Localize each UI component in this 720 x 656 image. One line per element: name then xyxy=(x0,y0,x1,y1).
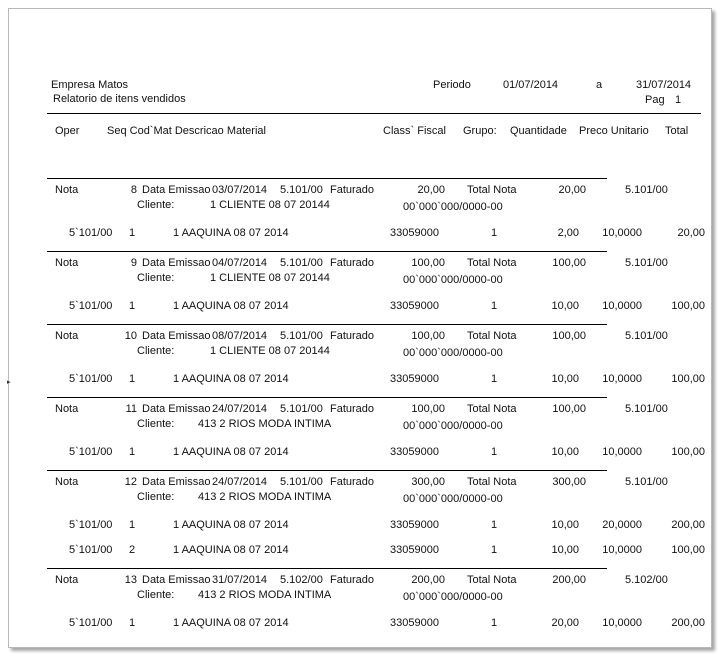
note-client: 413 2 RIOS MODA INTIMA xyxy=(198,589,332,601)
note-number: 9 xyxy=(130,257,137,269)
item-quantity: 10,00 xyxy=(551,373,579,385)
note-total-label: Total Nota xyxy=(467,330,517,342)
item-grupo: 1 xyxy=(491,544,498,556)
note-cfop-2: 5.101/00 xyxy=(625,184,668,196)
note-status: Faturado xyxy=(330,403,375,415)
company-name: Empresa Matos xyxy=(51,79,129,91)
item-grupo: 1 xyxy=(491,446,498,458)
item-seq: 1 xyxy=(129,373,136,385)
note-status: Faturado xyxy=(330,257,375,269)
note-date: 24/07/2014 xyxy=(212,476,268,488)
item-grupo: 1 xyxy=(491,300,498,312)
note-divider xyxy=(47,397,607,398)
note-date: 08/07/2014 xyxy=(212,330,268,342)
note-cfop-2: 5.102/00 xyxy=(625,574,668,586)
note-cfop-2: 5.101/00 xyxy=(625,330,668,342)
item-material: 1 AAQUINA 08 07 2014 xyxy=(173,544,289,556)
header-divider xyxy=(47,113,701,114)
note-client-label: Cliente: xyxy=(137,589,175,601)
item-quantity: 20,00 xyxy=(551,617,579,629)
item-oper: 5`101/00 xyxy=(69,373,113,385)
note-client-document: 00`000`000/0000-00 xyxy=(403,274,503,286)
note-number: 8 xyxy=(130,184,137,196)
note-type: Nota xyxy=(55,184,79,196)
item-oper: 5`101/00 xyxy=(69,519,113,531)
item-seq: 1 xyxy=(129,227,136,239)
item-class-fiscal: 33059000 xyxy=(390,519,439,531)
note-total-label: Total Nota xyxy=(467,257,517,269)
note-divider xyxy=(47,470,607,471)
note-total: 100,00 xyxy=(552,257,586,269)
item-unit-price: 10,0000 xyxy=(602,544,642,556)
note-cfop: 5.101/00 xyxy=(280,330,323,342)
item-material: 1 AAQUINA 08 07 2014 xyxy=(173,519,289,531)
note-client-label: Cliente: xyxy=(137,345,175,357)
column-preco-unitario: Preco Unitario xyxy=(579,125,649,137)
item-total: 100,00 xyxy=(671,544,705,556)
note-number: 11 xyxy=(125,403,137,415)
note-cfop: 5.101/00 xyxy=(280,184,323,196)
item-oper: 5`101/00 xyxy=(69,300,113,312)
item-class-fiscal: 33059000 xyxy=(390,373,439,385)
item-grupo: 1 xyxy=(491,617,498,629)
item-seq: 1 xyxy=(129,617,136,629)
note-client: 1 CLIENTE 08 07 20144 xyxy=(210,345,330,357)
item-unit-price: 10,0000 xyxy=(602,373,642,385)
note-status: Faturado xyxy=(330,574,375,586)
note-date-label: Data Emissao xyxy=(142,476,211,488)
item-unit-price: 10,0000 xyxy=(602,300,642,312)
item-class-fiscal: 33059000 xyxy=(390,446,439,458)
page-number: 1 xyxy=(675,94,682,106)
period-separator: a xyxy=(596,79,603,91)
note-number: 10 xyxy=(124,330,137,342)
note-status: Faturado xyxy=(330,330,375,342)
item-unit-price: 10,0000 xyxy=(602,227,642,239)
item-seq: 1 xyxy=(129,300,136,312)
period-label: Periodo xyxy=(433,79,471,91)
item-class-fiscal: 33059000 xyxy=(390,617,439,629)
note-client: 1 CLIENTE 08 07 20144 xyxy=(210,272,330,284)
note-value: 100,00 xyxy=(411,403,445,415)
note-total-label: Total Nota xyxy=(467,476,517,488)
item-material: 1 AAQUINA 08 07 2014 xyxy=(173,373,289,385)
note-value: 100,00 xyxy=(411,330,445,342)
item-oper: 5`101/00 xyxy=(69,227,113,239)
note-status: Faturado xyxy=(330,184,375,196)
note-date: 31/07/2014 xyxy=(212,574,268,586)
note-type: Nota xyxy=(55,403,79,415)
item-unit-price: 20,0000 xyxy=(602,519,642,531)
note-client-document: 00`000`000/0000-00 xyxy=(403,201,503,213)
column-total: Total xyxy=(665,125,689,137)
note-total: 20,00 xyxy=(558,184,586,196)
note-client-document: 00`000`000/0000-00 xyxy=(403,493,503,505)
note-client: 413 2 RIOS MODA INTIMA xyxy=(198,418,332,430)
note-cfop-2: 5.101/00 xyxy=(625,257,668,269)
column-quantidade: Quantidade xyxy=(510,125,567,137)
note-date-label: Data Emissao xyxy=(142,403,211,415)
note-total-label: Total Nota xyxy=(467,403,517,415)
item-seq: 1 xyxy=(129,519,136,531)
item-unit-price: 10,0000 xyxy=(602,446,642,458)
note-status: Faturado xyxy=(330,476,375,488)
item-class-fiscal: 33059000 xyxy=(390,544,439,556)
note-type: Nota xyxy=(55,330,79,342)
note-date-label: Data Emissao xyxy=(142,257,211,269)
note-cfop: 5.101/00 xyxy=(280,476,323,488)
note-number: 12 xyxy=(124,476,137,488)
item-seq: 2 xyxy=(129,544,136,556)
note-total: 100,00 xyxy=(552,403,586,415)
item-oper: 5`101/00 xyxy=(69,446,113,458)
note-date-label: Data Emissao xyxy=(142,330,211,342)
note-value: 100,00 xyxy=(411,257,445,269)
item-material: 1 AAQUINA 08 07 2014 xyxy=(173,446,289,458)
note-total-label: Total Nota xyxy=(467,184,517,196)
note-client-document: 00`000`000/0000-00 xyxy=(403,591,503,603)
note-date: 04/07/2014 xyxy=(212,257,268,269)
item-total: 200,00 xyxy=(671,617,705,629)
item-grupo: 1 xyxy=(491,373,498,385)
item-quantity: 2,00 xyxy=(557,227,579,239)
note-type: Nota xyxy=(55,574,79,586)
note-client-label: Cliente: xyxy=(137,199,175,211)
note-date-label: Data Emissao xyxy=(142,574,211,586)
note-client-label: Cliente: xyxy=(137,418,175,430)
note-cfop: 5.101/00 xyxy=(280,403,323,415)
note-client: 413 2 RIOS MODA INTIMA xyxy=(198,491,332,503)
item-class-fiscal: 33059000 xyxy=(390,300,439,312)
item-quantity: 10,00 xyxy=(551,519,579,531)
item-oper: 5`101/00 xyxy=(69,544,113,556)
note-number: 13 xyxy=(124,574,137,586)
item-grupo: 1 xyxy=(491,227,498,239)
note-type: Nota xyxy=(55,257,79,269)
item-material: 1 AAQUINA 08 07 2014 xyxy=(173,300,289,312)
column-seq-mat-desc: Seq Cod`Mat Descricao Material xyxy=(107,125,266,137)
note-value: 200,00 xyxy=(411,574,445,586)
period-end: 31/07/2014 xyxy=(636,79,692,91)
item-unit-price: 10,0000 xyxy=(602,617,642,629)
item-total: 100,00 xyxy=(671,373,705,385)
period-start: 01/07/2014 xyxy=(503,79,559,91)
note-date: 24/07/2014 xyxy=(212,403,268,415)
note-client: 1 CLIENTE 08 07 20144 xyxy=(210,199,330,211)
item-oper: 5`101/00 xyxy=(69,617,113,629)
column-oper: Oper xyxy=(55,125,80,137)
note-client-label: Cliente: xyxy=(137,491,175,503)
item-total: 200,00 xyxy=(671,519,705,531)
report-title: Relatorio de itens vendidos xyxy=(53,93,186,105)
item-class-fiscal: 33059000 xyxy=(390,227,439,239)
note-cfop-2: 5.101/00 xyxy=(625,476,668,488)
item-total: 100,00 xyxy=(671,300,705,312)
note-total: 300,00 xyxy=(552,476,586,488)
item-quantity: 10,00 xyxy=(551,544,579,556)
item-total: 20,00 xyxy=(677,227,705,239)
note-total-label: Total Nota xyxy=(467,574,517,586)
page-label: Pag xyxy=(645,94,665,106)
item-total: 100,00 xyxy=(671,446,705,458)
note-cfop: 5.101/00 xyxy=(280,257,323,269)
note-total: 100,00 xyxy=(552,330,586,342)
item-quantity: 10,00 xyxy=(551,446,579,458)
note-client-label: Cliente: xyxy=(137,272,175,284)
report-page xyxy=(8,8,712,648)
item-grupo: 1 xyxy=(491,519,498,531)
note-client-document: 00`000`000/0000-00 xyxy=(403,347,503,359)
item-material: 1 AAQUINA 08 07 2014 xyxy=(173,617,289,629)
column-class-fiscal: Class` Fiscal xyxy=(383,125,446,137)
note-divider xyxy=(47,251,607,252)
item-quantity: 10,00 xyxy=(551,300,579,312)
note-cfop-2: 5.101/00 xyxy=(625,403,668,415)
column-grupo: Grupo: xyxy=(463,125,497,137)
note-divider xyxy=(47,324,607,325)
note-type: Nota xyxy=(55,476,79,488)
item-seq: 1 xyxy=(129,446,136,458)
item-material: 1 AAQUINA 08 07 2014 xyxy=(173,227,289,239)
note-date: 03/07/2014 xyxy=(212,184,268,196)
note-date-label: Data Emissao xyxy=(142,184,211,196)
note-cfop: 5.102/00 xyxy=(280,574,323,586)
note-total: 200,00 xyxy=(552,574,586,586)
pointer-marker: ▸ xyxy=(7,379,11,386)
note-divider xyxy=(47,178,607,179)
note-value: 20,00 xyxy=(417,184,445,196)
note-divider xyxy=(47,568,607,569)
note-client-document: 00`000`000/0000-00 xyxy=(403,420,503,432)
note-value: 300,00 xyxy=(411,476,445,488)
